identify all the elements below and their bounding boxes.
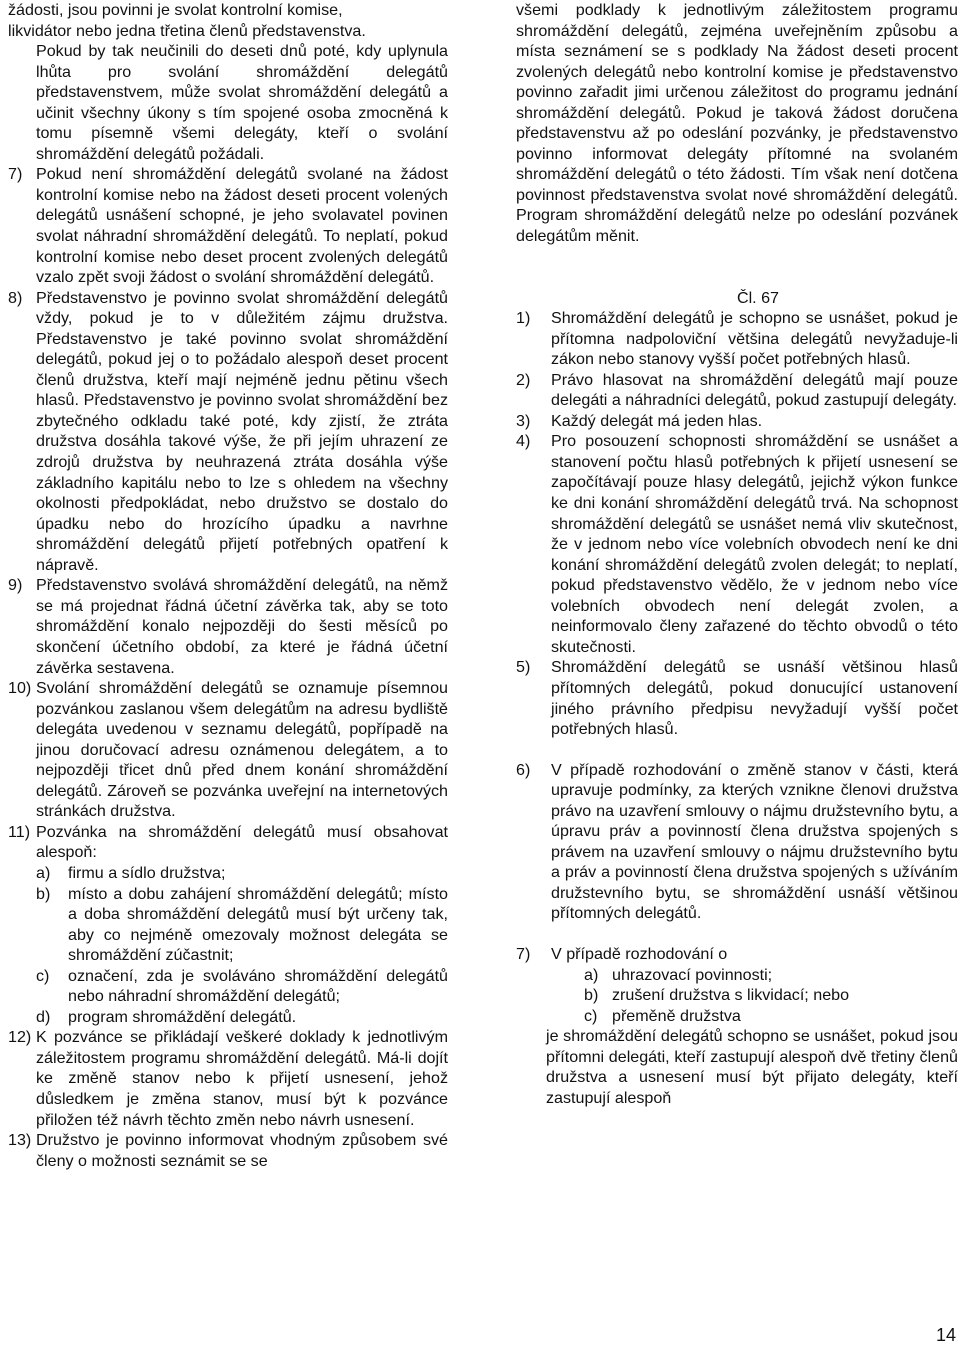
clause-8 [8, 288, 448, 576]
intro-line-1: žádosti, jsou povinni je svolat kontrolní komise, [8, 1, 343, 19]
intro-paragraph: Pokud by tak neučinili do deseti dnů poté, kdy uplynula lhůta pro svolání shromáždění delegátů představenstvem, může svolat shromáždění delegátů a učinit všechny úkony s tím spojené osoba zmocněná k tomu písemně všemi delegáty, kteří o svolání shromáždění delegátů požádali. [36, 42, 448, 163]
clause-10 [8, 678, 448, 822]
article-heading: Čl. 67 [736, 288, 780, 307]
intro-line-2: likvidátor nebo jedna třetina členů představenstva. [8, 21, 366, 40]
subitem-text: uhrazovací povinnosti; [612, 965, 773, 984]
article-clause-6 [516, 760, 958, 924]
continuation-paragraph: všemi podklady k jednotlivým záležitostem programu shromáždění delegátů, zejména uveřejněním způsobu a místa seznámení se s podklady Na žádost deseti procent zvolených delegátů nebo kontrolní komise je představenstvo povinno zařadit jimi určenou záležitost do programu jednání shromáždění delegátů. Pokud je taková žádost doručena představenstvu až po odeslání pozvánky, je představenstvo povinno informovat delegáty přítomné na svolaném shromáždění delegátů o této žádosti. Tím však není dotčena povinnost představenstva svolat nové shromáždění delegátů. Program shromáždění delegátů nelze po odeslání pozvánek delegátům měnit. [516, 1, 958, 246]
subitem-d [36, 1007, 448, 1028]
article-subitem-a [516, 965, 958, 986]
article-subitem-b [516, 985, 958, 1006]
subitem-label: a) [36, 863, 51, 882]
page-number: 14 [935, 1325, 956, 1346]
clause-number: 11) [8, 822, 31, 841]
clause-number: 13) [8, 1131, 32, 1150]
article-clause-1 [516, 308, 958, 370]
clause-number: 9) [8, 576, 23, 595]
clause-number: 5) [516, 658, 531, 677]
subitem-a [36, 863, 448, 884]
clause-number: 2) [516, 370, 531, 389]
clause-text: Shromáždění delegátů se usnáší většinou hlasů přítomných delegátů, pokud donucující ustanovení jiného právního předpisu nevyžadují vyšší počet potřebných hlasů. [551, 658, 958, 739]
clause-text: Svolání shromáždění delegátů se oznamuje písemnou pozvánkou zaslanou všem delegátům na adresu bydliště delegáta uvedenou v seznamu delegátů, popřípadě na jinou doručovací adresu oznámenou delegátem, a to nejpozději třicet dnů před dnem konání shromáždění delegátů. Zároveň se pozvánka uveřejní na internetových stránkách družstva. [36, 679, 448, 821]
subitem-text: zrušení družstva s likvidací; nebo [612, 986, 850, 1005]
subitem-c [36, 966, 448, 1007]
clause-13 [8, 1130, 448, 1171]
clause-12 [8, 1027, 448, 1130]
clause-text: Družstvo je povinno informovat vhodným způsobem své členy o možnosti seznámit se se [36, 1131, 448, 1170]
subitem-label: a) [584, 965, 599, 984]
clause-text: Pro posouzení schopnosti shromáždění se usnášet a stanovení počtu hlasů potřebných k přijetí usnesení se započítávají pouze hlasy delegátů, jejichž výkon funkce ke dni konání shromáždění delegátů trvá. Na schopnost shromáždění delegátů se usnášet nemá vliv skutečnost, že v jednom nebo více volebních obvodech není ke dni konání shromáždění delegátů zvolen delegát; to neplatí, pokud představenstvo vědělo, že v jednom nebo více volebních obvodech není delegát zvolen, a neinformovalo členy zařazené do těchto obvodů o této skutečnosti. [551, 432, 958, 656]
subitem-label: d) [36, 1007, 51, 1026]
subitem-label: c) [584, 1006, 598, 1025]
subitem-text: označení, zda je svoláváno shromáždění delegátů nebo náhradní shromáždění delegátů; [68, 966, 448, 1006]
clause-number: 7) [516, 944, 531, 963]
article-clause-7 [516, 944, 958, 965]
clause-11 [8, 822, 448, 1027]
clause-text: Pozvánka na shromáždění delegátů musí obsahovat alespoň: [36, 822, 448, 862]
clause-text: V případě rozhodování o [551, 944, 728, 963]
subitem-label: c) [36, 966, 50, 985]
subitem-label: b) [584, 986, 599, 1005]
clause-text: V případě rozhodování o změně stanov v části, která upravuje podmínky, za kterých vznikne členovi družstva právo na uzavření smlouvy o nájmu družstevního bytu, a úpravu práv a povinností člena družstva spojených s právem na uzavření smlouvy o nájmu družstevního bytu a práv a povinností člena družstva spojených s užíváním družstevního bytu, se shromáždění usnáší většinou přítomných delegátů. [551, 760, 958, 923]
clause-text: Shromáždění delegátů je schopno se usnášet, pokud je přítomna nadpoloviční většina delegátů nevyžaduje-li zákon nebo stanovy vyšší počet potřebných hlasů. [551, 309, 958, 369]
clause-text: K pozvánce se přikládají veškeré doklady k jednotlivým záležitostem programu shromáždění delegátů. Má-li dojít ke změně stanov nebo k přijetí usnesení, jehož důsledkem je změna stanov, musí být k pozvánce přiložen též návrh těchto změn nebo návrh usnesení. [36, 1028, 448, 1129]
clause-number: 6) [516, 760, 531, 779]
article-clause-5 [516, 657, 958, 739]
subitem-label: b) [36, 884, 51, 903]
clause-number: 1) [516, 309, 531, 328]
clause-number: 10) [8, 679, 32, 698]
clause-7-conclusion: je shromáždění delegátů schopno se usnášet, pokud jsou přítomni delegáti, kteří zastupují alespoň dvě třetiny členů družstva a usnesení musí být přijato delegáty, kteří zastupují alespoň [546, 1027, 958, 1107]
clause-text: Představenstvo svolává shromáždění delegátů, na němž se má projednat řádná účetní závěrka tak, aby se toto shromáždění konalo nejpozději do šesti měsíců po skončení účetního období, za které je řádná účetní závěrka sestavena. [36, 576, 448, 677]
left-column [8, 0, 448, 1171]
clause-number: 7) [8, 165, 23, 184]
subitem-text: přeměně družstva [612, 1006, 741, 1025]
clause-text: Každý delegát má jeden hlas. [551, 411, 763, 430]
clause-number: 4) [516, 432, 531, 451]
right-column [516, 0, 958, 1108]
clause-number: 3) [516, 411, 531, 430]
clause-number: 12) [8, 1028, 32, 1047]
clause-text: Právo hlasovat na shromáždění delegátů mají pouze delegáti a náhradníci delegátů, pokud zastupují delegáty. [551, 370, 958, 410]
clause-text: Pokud není shromáždění delegátů svolané na žádost kontrolní komise nebo na žádost deseti procent volených delegátů usnášení schopné, je jeho svolavatel povinen svolat náhradní shromáždění delegátů. To neplatí, pokud kontrolní komise nebo deset procent zvolených delegátů vzalo zpět svoji žádost o svolání shromáždění delegátů. [36, 165, 448, 287]
clause-text: Představenstvo je povinno svolat shromáždění delegátů vždy, pokud je to v důležitém zájmu družstva. Představenstvo je také povinno svolat shromáždění delegátů, pokud jej o to požádalo alespoň deset procent členů družstva, kteří mají nejméně jednu pětinu všech hlasů. Představenstvo je povinno svolat shromáždění bez zbytečného odkladu také poté, kdy zjistí, že ztráta družstva dosáhla takové výše, že při jejím uhrazení ze zdrojů družstva by neuhrazená ztráta dosáhla výše základního kapitálu nebo to lze s ohledem na všechny okolnosti předpokládat, nebo družstvo se dostalo do úpadku nebo do hrozícího úpadku a navrhne shromáždění delegátů přijetí potřebných opatření k nápravě. [36, 288, 448, 574]
article-clause-4 [516, 431, 958, 657]
article-subitem-c [516, 1006, 958, 1027]
clause-7 [8, 164, 448, 287]
article-clause-2 [516, 370, 958, 411]
subitem-text: místo a dobu zahájení shromáždění delegátů; místo a doba shromáždění delegátů musí být určeny tak, aby co nejméně omezovaly možnost delegáta se shromáždění zúčastnit; [68, 884, 448, 965]
clause-number: 8) [8, 288, 23, 307]
subitem-text: program shromáždění delegátů. [68, 1007, 297, 1026]
article-clause-3 [516, 411, 958, 432]
subitem-b [36, 884, 448, 966]
subitem-text: firmu a sídlo družstva; [68, 863, 226, 882]
clause-9 [8, 575, 448, 678]
